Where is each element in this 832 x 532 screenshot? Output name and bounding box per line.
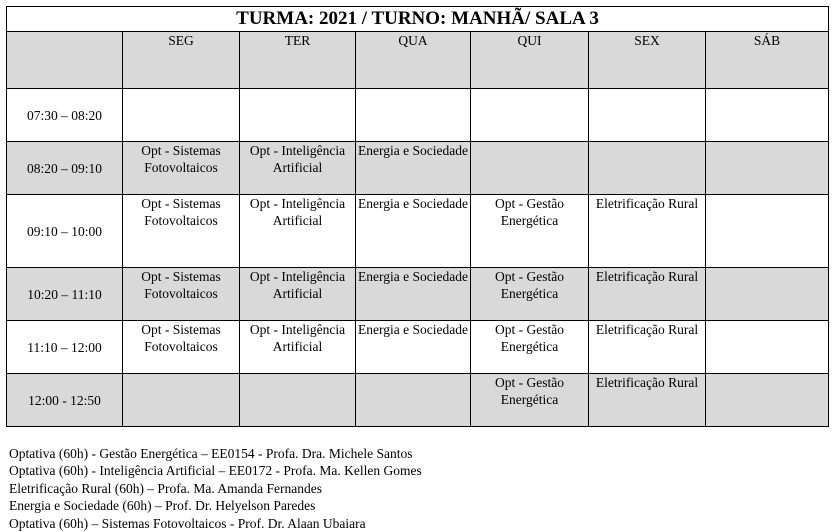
class-cell: Energia e Sociedade [356, 142, 471, 195]
time-slot: 10:20 – 11:10 [7, 268, 123, 321]
legend-item: Eletrificação Rural (60h) – Profa. Ma. Amanda Fernandes [9, 480, 323, 496]
legend-item: Optativa (60h) - Gestão Energética – EE0154 - Profa. Dra. Michele Santos [9, 446, 413, 461]
schedule-title: TURMA: 2021 / TURNO: MANHÃ/ SALA 3 [7, 7, 829, 32]
corner-cell [7, 32, 123, 89]
class-cell: Opt - Inteligência Artificial [240, 268, 356, 321]
class-cell: Opt - Inteligência Artificial [240, 321, 356, 374]
class-cell: Opt - Gestão Energética [471, 321, 589, 374]
class-cell: Opt - Gestão Energética [471, 268, 589, 321]
class-cell: Opt - Sistemas Fotovoltaicos [123, 268, 240, 321]
class-cell: Eletrificação Rural [589, 195, 706, 268]
legend-item: Optativa (60h) – Sistemas Fotovoltaicos - Prof. Dr. Alaan Ubaiara [9, 515, 366, 531]
class-cell: Opt - Gestão Energética [471, 374, 589, 427]
class-cell: Opt - Sistemas Fotovoltaicos [123, 195, 240, 268]
legend-item: Energia e Sociedade (60h) – Prof. Dr. Helyelson Paredes [9, 498, 316, 514]
class-cell [356, 89, 471, 142]
class-cell [356, 374, 471, 427]
class-cell [123, 374, 240, 427]
class-cell [471, 89, 589, 142]
table-row [7, 89, 829, 142]
table-row [7, 268, 829, 321]
class-cell [240, 89, 356, 142]
class-cell [706, 268, 829, 321]
class-cell: Energia e Sociedade [356, 268, 471, 321]
class-cell [706, 142, 829, 195]
day-header-sex: SEX [589, 32, 706, 89]
table-row [7, 374, 829, 427]
class-cell [706, 374, 829, 427]
class-cell: Eletrificação Rural [589, 268, 706, 321]
time-slot: 11:10 – 12:00 [7, 321, 123, 374]
day-header-seg: SEG [123, 32, 240, 89]
class-cell: Energia e Sociedade [356, 195, 471, 268]
course-legend [9, 445, 422, 532]
table-row [7, 142, 829, 195]
time-slot: 07:30 – 08:20 [7, 89, 123, 142]
legend-item: Optativa (60h) - Inteligência Artificial – EE0172 - Profa. Ma. Kellen Gomes [9, 463, 422, 479]
class-cell: Opt - Sistemas Fotovoltaicos [123, 321, 240, 374]
class-cell: Eletrificação Rural [589, 374, 706, 427]
class-cell: Opt - Gestão Energética [471, 195, 589, 268]
table-row [7, 321, 829, 374]
day-header-ter: TER [240, 32, 356, 89]
class-cell [589, 142, 706, 195]
class-cell: Opt - Inteligência Artificial [240, 142, 356, 195]
class-cell [706, 195, 829, 268]
schedule-table [6, 6, 829, 427]
class-cell [471, 142, 589, 195]
class-cell: Opt - Inteligência Artificial [240, 195, 356, 268]
day-header-qua: QUA [356, 32, 471, 89]
day-header-row [7, 32, 829, 89]
day-header-sab: SÁB [706, 32, 829, 89]
time-slot: 09:10 – 10:00 [7, 195, 123, 268]
table-row [7, 195, 829, 268]
class-cell [706, 321, 829, 374]
class-cell: Energia e Sociedade [356, 321, 471, 374]
class-cell [123, 89, 240, 142]
time-slot: 08:20 – 09:10 [7, 142, 123, 195]
class-cell [706, 89, 829, 142]
day-header-qui: QUI [471, 32, 589, 89]
time-slot: 12:00 - 12:50 [7, 374, 123, 427]
class-cell: Opt - Sistemas Fotovoltaicos [123, 142, 240, 195]
class-cell: Eletrificação Rural [589, 321, 706, 374]
class-cell [589, 89, 706, 142]
class-cell [240, 374, 356, 427]
